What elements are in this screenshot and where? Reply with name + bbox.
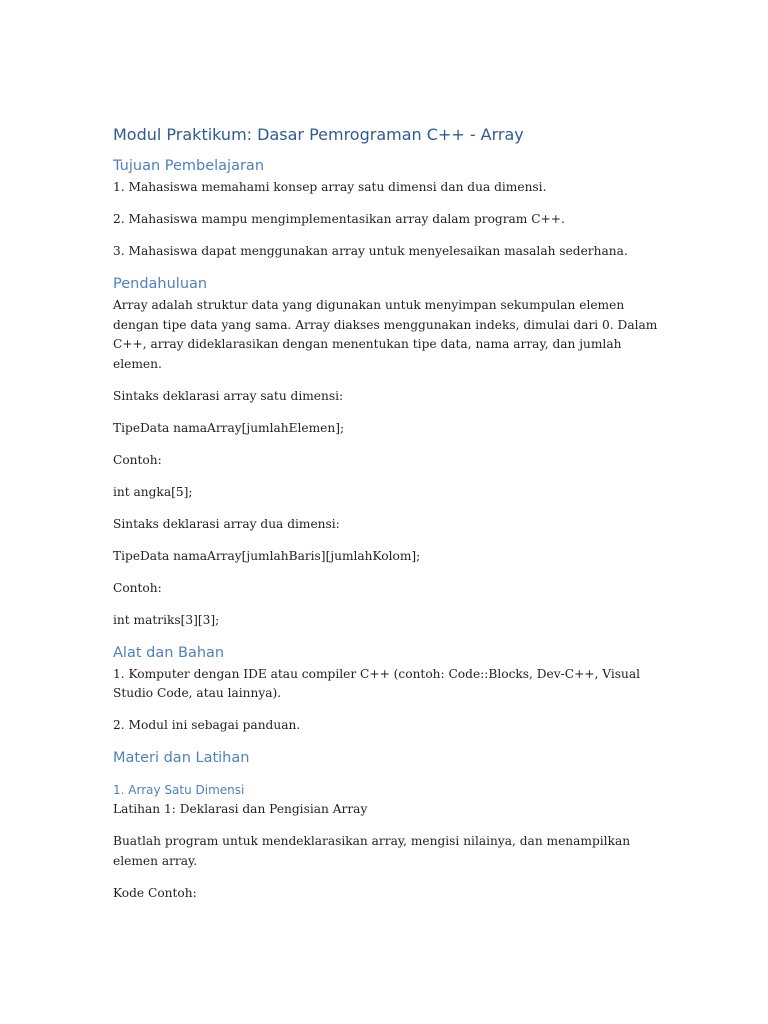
alat-item-2: 2. Modul ini sebagai panduan. — [113, 718, 301, 733]
alat-item-1: 1. Komputer dengan IDE atau compiler C++ (contoh: Code::Blocks, Dev-C++, Visual Studio Code, atau lainnya). — [113, 666, 641, 701]
subheading-array-1d: 1. Array Satu Dimensi — [113, 783, 245, 798]
heading-alat: Alat dan Bahan — [113, 644, 225, 661]
tujuan-item-2: 2. Mahasiswa mampu mengimplementasikan array dalam program C++. — [113, 211, 565, 226]
code-example-label: Kode Contoh: — [113, 885, 197, 900]
pendahuluan-paragraph: Array adalah struktur data yang digunakan untuk menyimpan sekumpulan elemen dengan tipe data yang sama. Array diakses menggunakan indeks, dimulai dari 0. Dalam C++, array dideklarasikan dengan menentukan tipe data, nama array, dan jumlah elemen. — [113, 297, 658, 371]
tujuan-item-1: 1. Mahasiswa memahami konsep array satu dimensi dan dua dimensi. — [113, 180, 547, 194]
document-body — [113, 124, 658, 916]
heading-pendahuluan: Pendahuluan — [113, 275, 208, 292]
heading-materi: Materi dan Latihan — [113, 750, 250, 767]
example-2d-label: Contoh: — [113, 580, 162, 595]
syntax-1d-code: TipeData namaArray[jumlahElemen]; — [113, 420, 345, 435]
example-2d-code: int matriks[3][3]; — [113, 612, 220, 627]
example-1d-code: int angka[5]; — [113, 484, 193, 499]
example-1d-label: Contoh: — [113, 452, 162, 467]
latihan-1-title: Latihan 1: Deklarasi dan Pengisian Array — [113, 802, 368, 817]
latihan-1-description: Buatlah program untuk mendeklarasikan array, mengisi nilainya, dan menampilkan elemen array. — [113, 834, 631, 868]
syntax-2d-code: TipeData namaArray[jumlahBaris][jumlahKolom]; — [113, 548, 421, 563]
syntax-1d-label: Sintaks deklarasi array satu dimensi: — [113, 388, 344, 403]
tujuan-item-3: 3. Mahasiswa dapat menggunakan array untuk menyelesaikan masalah sederhana. — [113, 243, 628, 258]
heading-tujuan: Tujuan Pembelajaran — [113, 158, 265, 174]
syntax-2d-label: Sintaks deklarasi array dua dimensi: — [113, 516, 340, 531]
document-title: Modul Praktikum: Dasar Pemrograman C++ - Array — [113, 125, 524, 144]
